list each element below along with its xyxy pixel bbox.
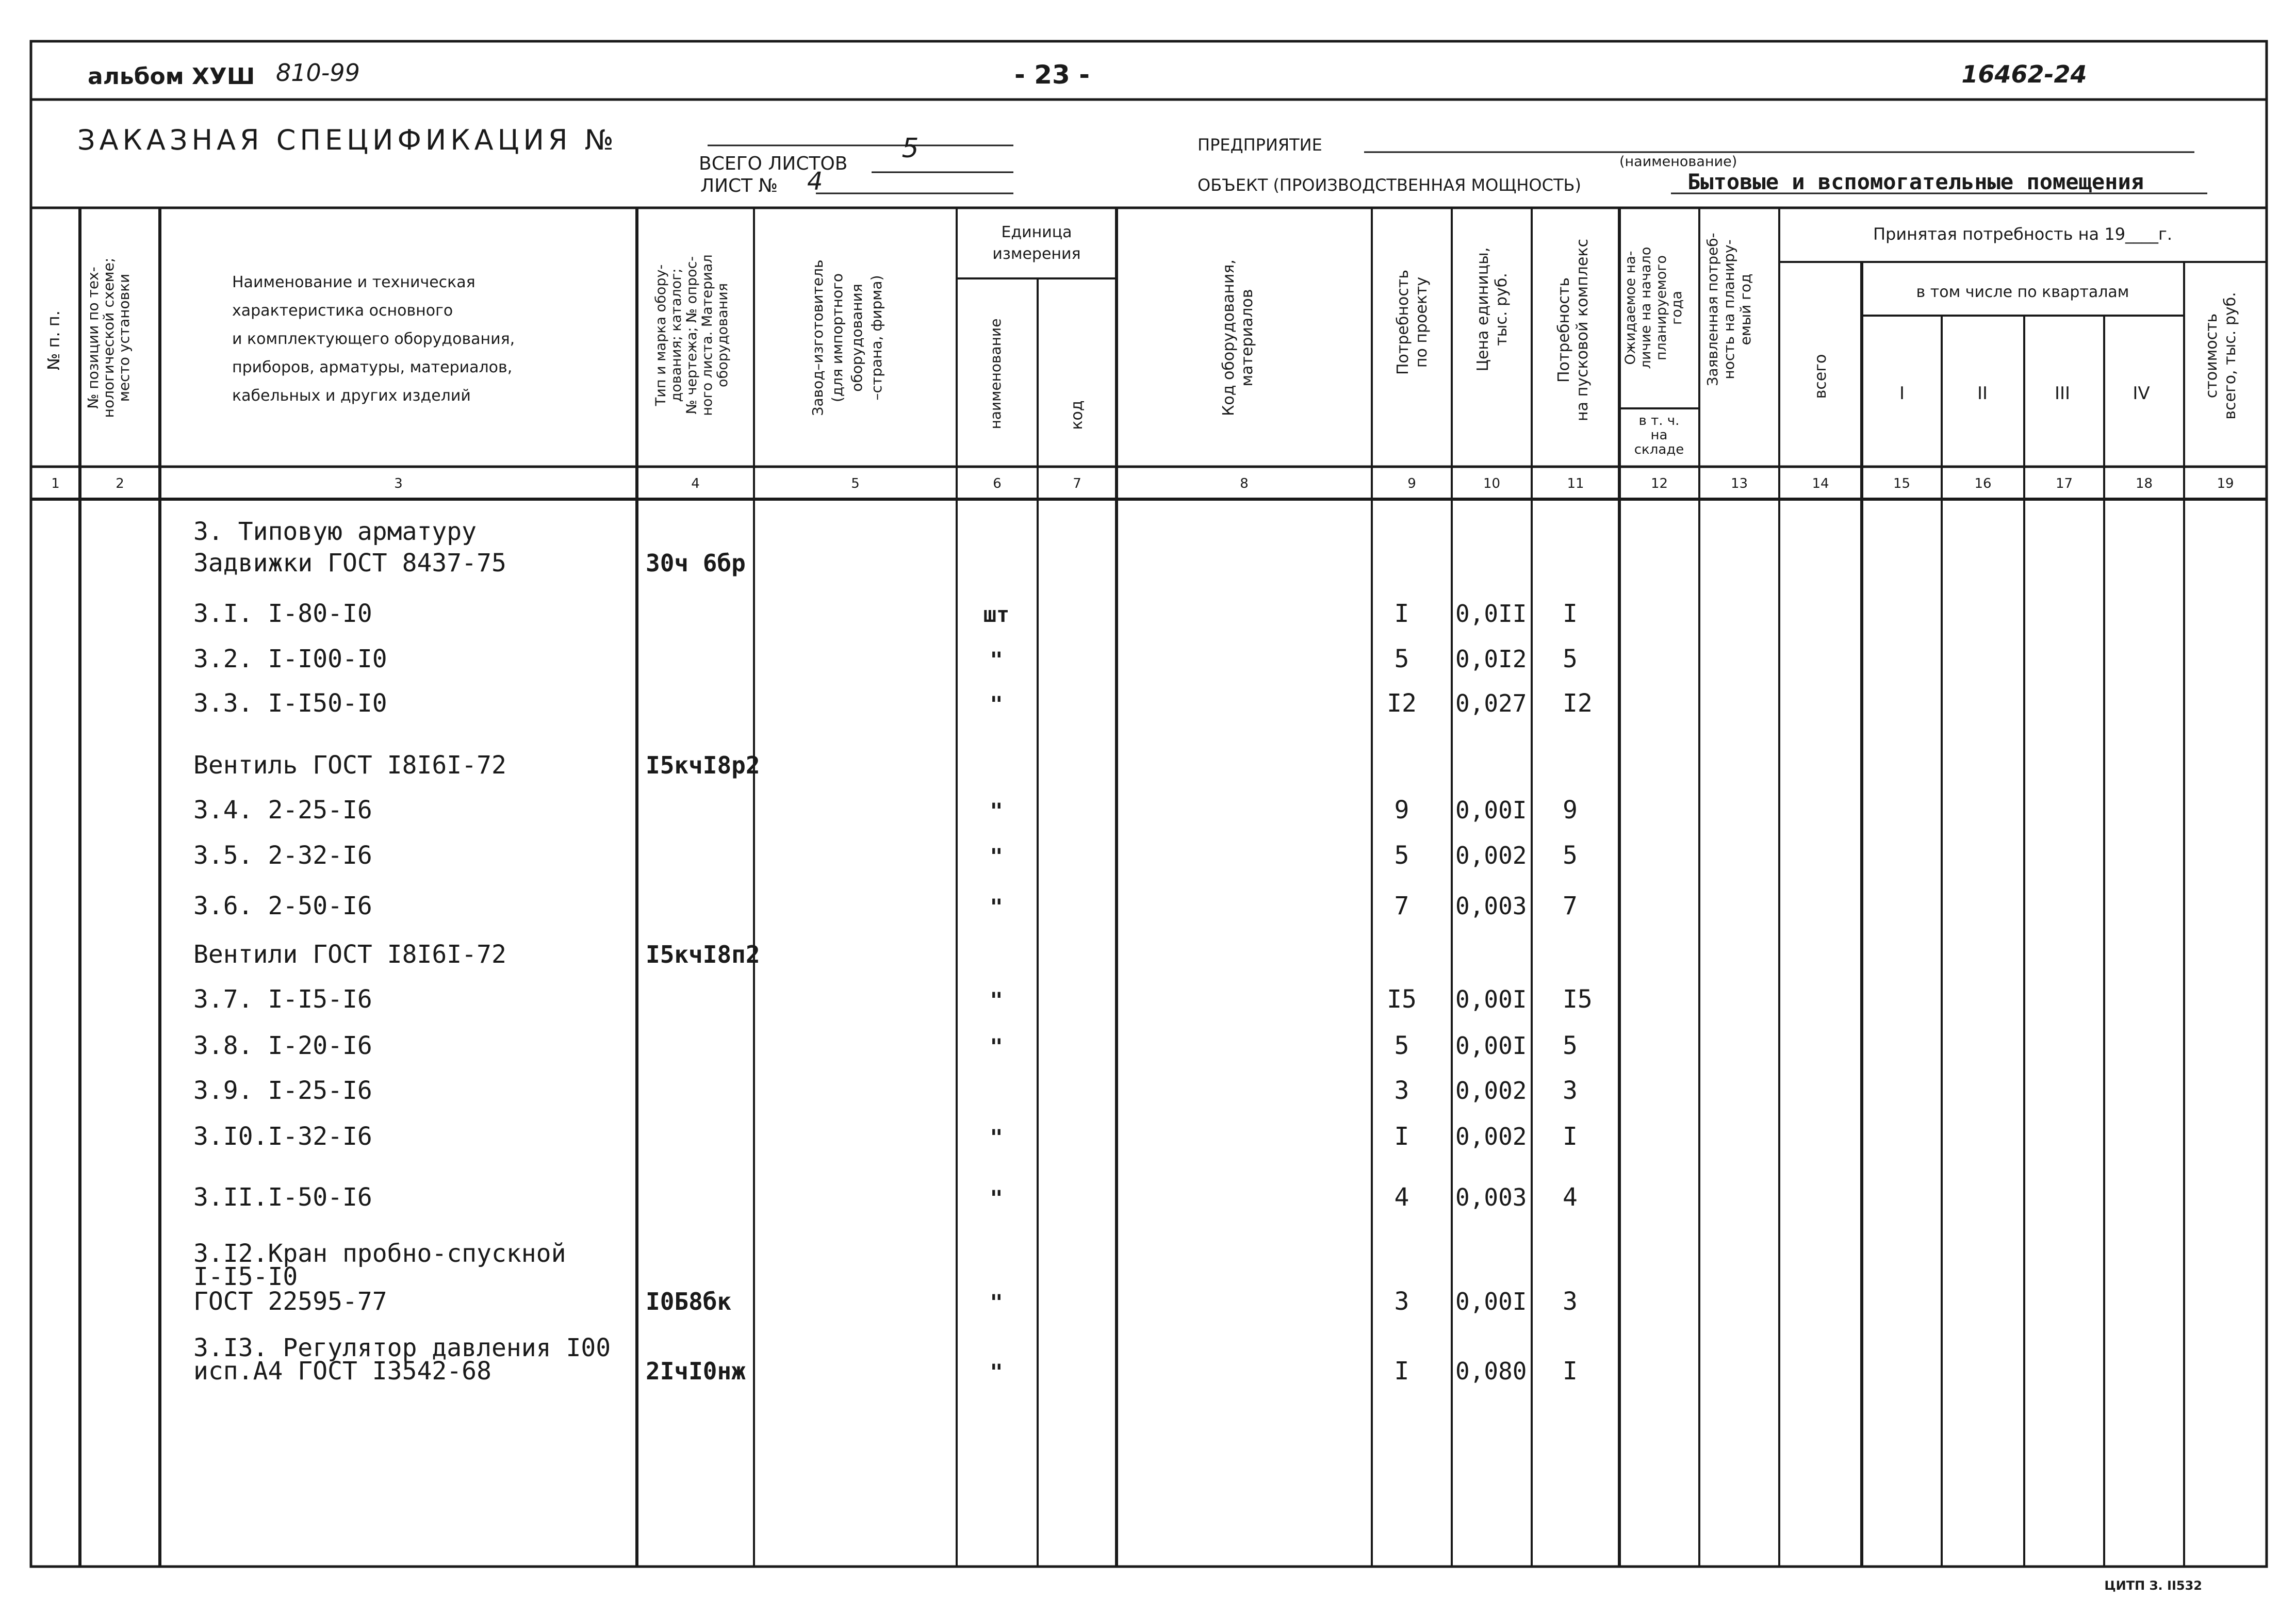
- col-3-header-line-4: приборов, арматуры, материалов,: [232, 358, 513, 376]
- col-12-sub-line-3: складе: [1634, 442, 1684, 457]
- item-unit: ": [990, 691, 1003, 717]
- item-qty-project: 3: [1394, 1287, 1409, 1316]
- item-unit: ": [990, 987, 1003, 1013]
- item-unit: ": [990, 844, 1003, 869]
- item-name: 3.2. I-I00-I0: [193, 645, 387, 673]
- item-unit: ": [990, 1125, 1003, 1150]
- column-number-5: 5: [851, 476, 860, 491]
- item-qty-launch: I: [1563, 1357, 1578, 1386]
- col-3-header-line-5: кабельных и других изделий: [232, 387, 471, 405]
- col-7-header: код: [1068, 400, 1086, 430]
- item-qty-project: 3: [1394, 1076, 1409, 1105]
- column-number-7: 7: [1073, 476, 1081, 491]
- item-name: 3.6. 2-50-I6: [193, 892, 372, 920]
- enterprise-label: ПРЕДПРИЯТИЕ: [1198, 135, 1322, 155]
- column-number-6: 6: [993, 476, 1002, 491]
- item-name: 3.5. 2-32-I6: [193, 841, 372, 870]
- accepted-header: Принятая потребность на 19____г.: [1873, 224, 2173, 244]
- item-unit-price: 0,027: [1455, 689, 1527, 717]
- item-qty-project: 4: [1394, 1183, 1409, 1212]
- item-qty-launch: I5: [1563, 985, 1593, 1014]
- quarter-4-header: IV: [2133, 383, 2150, 404]
- table-row: [193, 751, 760, 780]
- item-name: Вентили ГОСТ I8I6I-72: [193, 940, 506, 969]
- col-5-header-line-3: оборудования: [848, 284, 865, 392]
- table-row: [193, 1287, 1578, 1316]
- item-unit-price: 0,003: [1455, 892, 1527, 920]
- item-unit-price: 0,002: [1455, 1077, 1527, 1105]
- column-number-11: 11: [1567, 476, 1584, 491]
- item-qty-launch: 9: [1563, 796, 1578, 825]
- item-qty-project: 9: [1394, 796, 1409, 825]
- col-8-header-line-1: Код оборудования,: [1220, 259, 1238, 416]
- col-2-header-line-1: № позиции по тех-: [85, 267, 102, 409]
- item-name: 3.9. I-25-I6: [193, 1076, 372, 1105]
- table-row: [193, 1183, 1578, 1212]
- col-12-sub-line-1: в т. ч.: [1638, 413, 1680, 429]
- item-unit: ": [990, 1034, 1003, 1059]
- item-qty-launch: 5: [1563, 841, 1578, 870]
- quarter-3-header: III: [2054, 383, 2071, 404]
- item-type: 2IчI0нж: [646, 1357, 746, 1385]
- col-4-header-line-1: Тип и марка обору-: [653, 264, 669, 406]
- col-4-header-line-3: № чертежа; № опрос-: [684, 256, 700, 415]
- item-qty-launch: 3: [1563, 1287, 1578, 1316]
- item-qty-project: I5: [1387, 985, 1417, 1014]
- column-number-17: 17: [2055, 476, 2073, 491]
- column-number-15: 15: [1893, 476, 1911, 491]
- item-name: 3.I2.Кран пробно-спускной: [193, 1239, 566, 1268]
- column-number-10: 10: [1483, 476, 1501, 491]
- item-type: I5кчI8р2: [646, 751, 760, 779]
- col-13-header-line-2: ность на планиру-: [1720, 239, 1737, 380]
- table-row: [193, 1031, 1578, 1060]
- sheet-label: ЛИСТ №: [700, 175, 778, 196]
- column-number-2: 2: [116, 476, 124, 491]
- col-6-header: наименование: [987, 318, 1004, 430]
- item-qty-project: 7: [1394, 892, 1409, 920]
- col-1-header: № п. п.: [44, 310, 63, 370]
- footer-stamp: ЦИТП З. II532: [2104, 1578, 2202, 1593]
- document-number: 16462-24: [1961, 60, 2087, 88]
- item-unit-price: 0,002: [1455, 1123, 1527, 1150]
- item-name: 3.7. I-I5-I6: [193, 985, 372, 1014]
- col-12-header-line-3: планируемого: [1653, 255, 1669, 360]
- item-type: I5кчI8п2: [646, 941, 760, 968]
- col-13-header-line-1: Заявленная потреб-: [1704, 233, 1721, 386]
- column-number-13: 13: [1730, 476, 1748, 491]
- col-8-header-line-2: материалов: [1238, 289, 1256, 387]
- table-row: [193, 599, 1578, 628]
- album-number: 810-99: [276, 59, 360, 87]
- col-2-header-line-3: место установки: [116, 273, 133, 402]
- item-qty-project: 5: [1394, 841, 1409, 870]
- col-10-header-line-1: Цена единицы,: [1474, 247, 1492, 372]
- total-sheets-value: 5: [901, 133, 919, 164]
- item-name: 3. Типовую арматуру: [193, 517, 477, 546]
- table-row: [193, 1122, 1578, 1151]
- column-number-19: 19: [2217, 476, 2234, 491]
- col-3-header-line-2: характеристика основного: [232, 302, 453, 320]
- album-label: альбом ХУШ: [88, 63, 255, 90]
- table-row: [193, 940, 760, 969]
- item-unit-price: 0,080: [1455, 1357, 1527, 1385]
- sheet-value: 4: [807, 167, 823, 196]
- table-row: [193, 1076, 1578, 1105]
- page-number: - 23 -: [1014, 60, 1090, 90]
- item-unit: ": [990, 647, 1003, 672]
- object-label: ОБЪЕКТ (ПРОИЗВОДСТВЕННАЯ МОЩНОСТЬ): [1198, 175, 1581, 195]
- item-unit: ": [990, 1185, 1003, 1211]
- item-unit-price: 0,003: [1455, 1183, 1527, 1211]
- column-numbers: [51, 476, 2234, 491]
- item-qty-launch: 7: [1563, 892, 1578, 920]
- col-4-header-line-4: ного листа. Материал: [699, 254, 715, 416]
- item-qty-launch: I: [1563, 1122, 1578, 1151]
- item-qty-project: 5: [1394, 645, 1409, 673]
- table-row: [193, 689, 1593, 718]
- column-number-14: 14: [1812, 476, 1829, 491]
- item-name: 3.4. 2-25-I6: [193, 796, 372, 825]
- item-unit: ": [990, 894, 1003, 919]
- table-rows: [193, 517, 1593, 1386]
- column-number-8: 8: [1240, 476, 1249, 491]
- item-name: Вентиль ГОСТ I8I6I-72: [193, 751, 506, 780]
- col-19-header-line-1: стоимость: [2203, 313, 2221, 399]
- form-title: ЗАКАЗНАЯ СПЕЦИФИКАЦИЯ №: [77, 124, 618, 156]
- item-unit-price: 0,00I: [1455, 1032, 1527, 1060]
- col-10-header-line-2: тыс. руб.: [1493, 273, 1511, 346]
- item-unit: шт: [983, 602, 1010, 627]
- item-type: I0Б8бк: [646, 1288, 732, 1315]
- item-name: 3.II.I-50-I6: [193, 1183, 372, 1212]
- col-4-header-line-2: дования; каталог;: [668, 268, 684, 402]
- table-row: [193, 796, 1578, 825]
- item-name: исп.А4 ГОСТ I3542-68: [193, 1357, 491, 1386]
- column-number-12: 12: [1650, 476, 1668, 491]
- column-number-1: 1: [51, 476, 60, 491]
- column-number-18: 18: [2135, 476, 2153, 491]
- col-14-header: всего: [1812, 354, 1830, 399]
- quarters-header: в том числе по кварталам: [1916, 283, 2129, 301]
- table-row: [193, 549, 746, 578]
- col-12-header-line-4: года: [1669, 291, 1685, 325]
- table-row: [193, 985, 1593, 1014]
- item-qty-launch: 4: [1563, 1183, 1578, 1212]
- item-name: 3.I0.I-32-I6: [193, 1122, 372, 1151]
- item-qty-project: I: [1394, 599, 1409, 628]
- col-12-header-line-1: Ожидаемое на-: [1622, 251, 1638, 365]
- item-unit: ": [990, 1359, 1003, 1385]
- table-row: [193, 517, 477, 546]
- col-2-header-line-2: нологической схеме;: [100, 257, 117, 418]
- quarter-1-header: I: [1899, 383, 1905, 404]
- item-name: 3.I. I-80-I0: [193, 599, 372, 628]
- table-row: [193, 1357, 1578, 1386]
- col-11-header-line-1: Потребность: [1555, 277, 1573, 383]
- col-3-header-line-3: и комплектующего оборудования,: [232, 330, 515, 348]
- total-sheets-label: ВСЕГО ЛИСТОВ: [699, 153, 848, 174]
- item-unit-price: 0,00I: [1455, 985, 1527, 1013]
- item-unit-price: 0,0II: [1455, 600, 1527, 628]
- item-name: ГОСТ 22595-77: [193, 1287, 387, 1316]
- col-19-header-line-2: всего, тыс. руб.: [2221, 292, 2239, 420]
- unit-group-line-2: измерения: [992, 245, 1081, 263]
- table-row: [193, 841, 1578, 870]
- col-11-header-line-2: на пусковой комплекс: [1573, 239, 1592, 421]
- quarter-2-header: II: [1977, 383, 1988, 404]
- item-qty-launch: I2: [1563, 689, 1593, 718]
- item-name: 3.I3. Регулятор давления I00: [193, 1333, 611, 1362]
- column-number-16: 16: [1974, 476, 1992, 491]
- item-qty-launch: I: [1563, 599, 1578, 628]
- col-13-header-line-3: емый год: [1737, 273, 1754, 345]
- col-5-header-line-4: –страна, фирма): [868, 275, 885, 401]
- item-unit-price: 0,00I: [1455, 796, 1527, 824]
- col-5-header-line-2: (для импортного: [829, 273, 846, 403]
- col-12-sub-line-2: на: [1650, 427, 1668, 443]
- item-qty-project: I: [1394, 1122, 1409, 1151]
- col-9-header-line-2: по проекту: [1413, 276, 1431, 368]
- item-qty-launch: 5: [1563, 645, 1578, 673]
- item-qty-project: I: [1394, 1357, 1409, 1386]
- col-9-header-line-1: Потребность: [1394, 269, 1412, 375]
- table-row: [193, 892, 1578, 920]
- item-unit-price: 0,0I2: [1455, 645, 1527, 673]
- naming-note: (наименование): [1619, 154, 1737, 170]
- col-5-header-line-1: Завод–изготовитель: [809, 259, 826, 416]
- item-qty-project: I2: [1387, 689, 1417, 718]
- item-qty-project: 5: [1394, 1031, 1409, 1060]
- item-name: 3.3. I-I50-I0: [193, 689, 387, 718]
- column-headers: [44, 223, 2239, 457]
- item-name: I-I5-I0: [193, 1262, 298, 1291]
- col-4-header-line-5: оборудования: [715, 283, 731, 387]
- column-number-3: 3: [394, 476, 403, 491]
- column-number-4: 4: [691, 476, 700, 491]
- item-unit: ": [990, 798, 1003, 824]
- item-qty-launch: 5: [1563, 1031, 1578, 1060]
- col-3-header-line-1: Наименование и техническая: [232, 273, 475, 291]
- table-row: [193, 645, 1578, 673]
- item-qty-launch: 3: [1563, 1076, 1578, 1105]
- item-unit-price: 0,00I: [1455, 1288, 1527, 1315]
- item-name: 3.8. I-20-I6: [193, 1031, 372, 1060]
- unit-group-line-1: Единица: [1001, 223, 1072, 241]
- item-type: 30ч 6бр: [646, 549, 746, 577]
- item-name: Задвижки ГОСТ 8437-75: [193, 549, 506, 578]
- column-number-9: 9: [1407, 476, 1416, 491]
- object-value: Бытовые и вспомогательные помещения: [1687, 169, 2144, 194]
- col-12-header-line-2: личие на начало: [1638, 246, 1654, 369]
- item-unit: ": [990, 1290, 1003, 1315]
- item-unit-price: 0,002: [1455, 842, 1527, 869]
